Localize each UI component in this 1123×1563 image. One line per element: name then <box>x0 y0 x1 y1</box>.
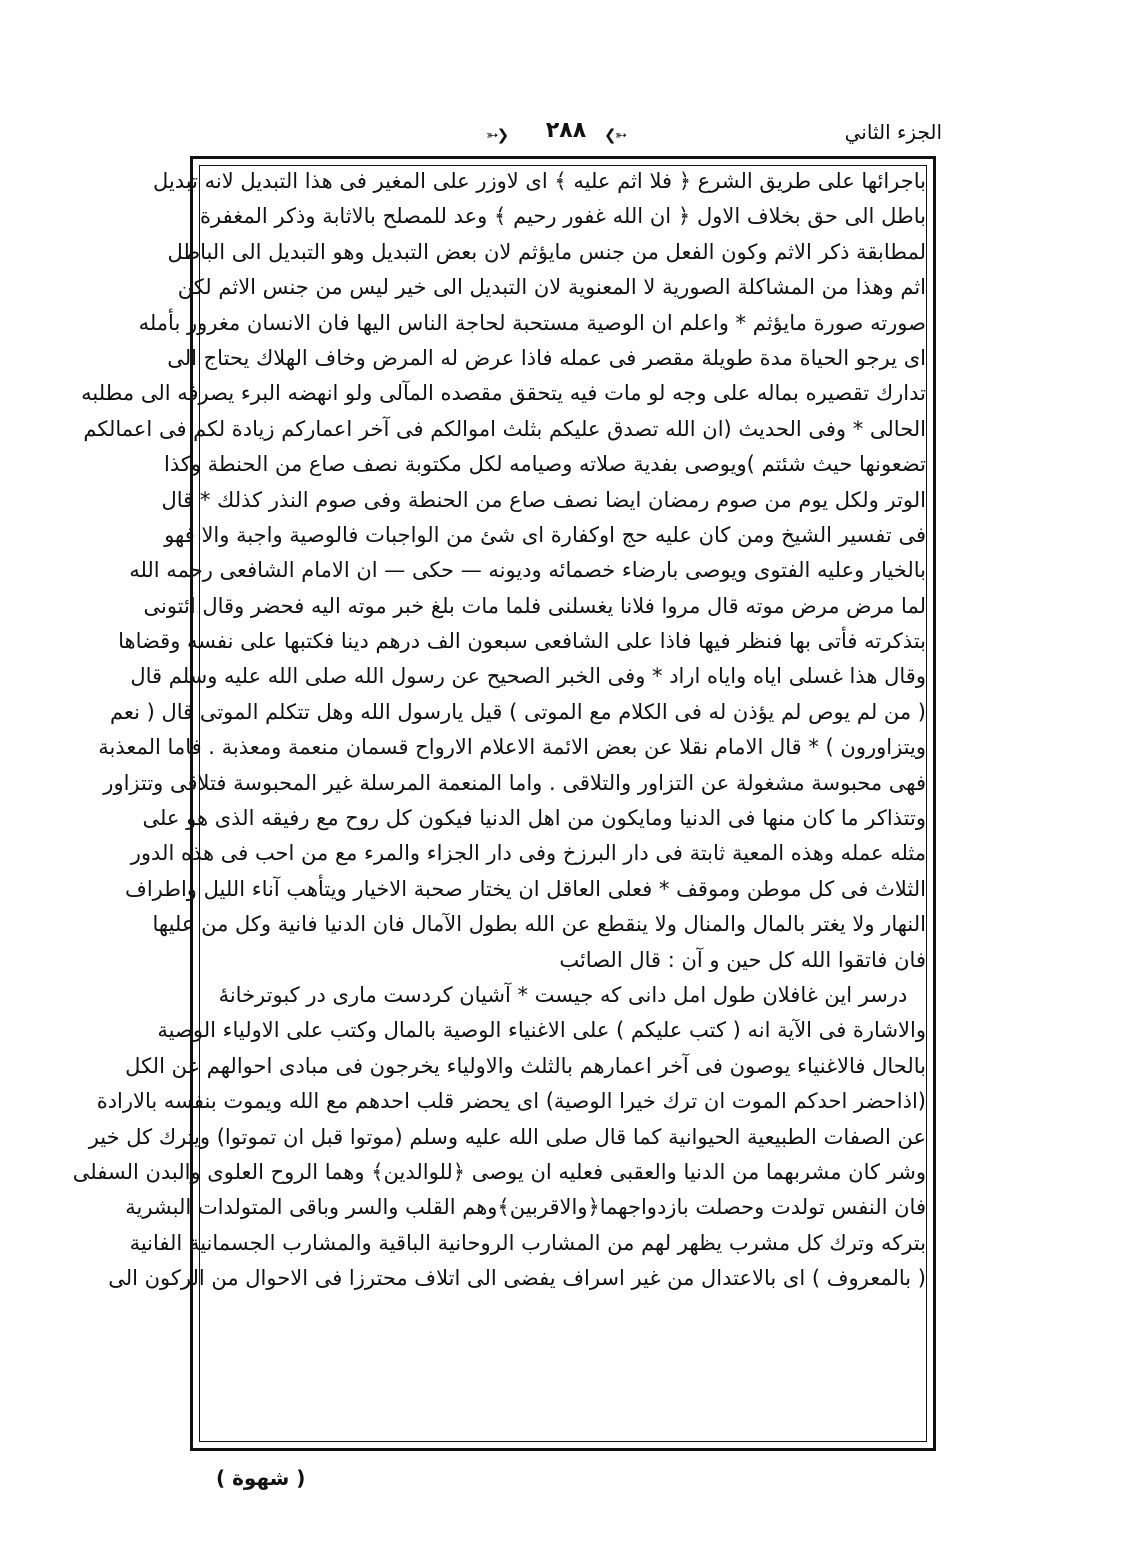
text-line: بتركه وترك كل مشرب يظهر لهم من المشارب الروحانية الباقية والمشارب الجسمانية الفانية <box>129 1230 926 1255</box>
catchword: ( شهوة ) <box>216 1466 306 1490</box>
text-line: وقال هذا غسلى اياه واياه اراد * وفى الخبر الصحيح عن رسول الله صلى الله عليه وسلم قال <box>130 664 926 689</box>
text-line: صورته صورة مايؤثم * واعلم ان الوصية مستحبة لحاجة الناس اليها فان الانسان مغرور بأمله <box>138 310 926 335</box>
text-line: فهى محبوسة مشغولة عن التزاور والتلاقى . واما المنعمة المرسلة غير المحبوسة فتلاقى وتتزاور <box>103 770 926 795</box>
text-line: ويتزاورون ) * قال الامام نقلا عن بعض الائمة الاعلام الارواح قسمان منعمة ومعذبة . فاما المعذبة <box>98 735 926 760</box>
text-line: (اذاحضر احدكم الموت ان ترك خيرا الوصية) اى يحضر قلب احدهم مع الله ويموت بنفسه بالارادة <box>96 1089 926 1114</box>
text-line: فان فاتقوا الله كل حين و آن : قال الصائب <box>559 947 926 972</box>
text-line: بالخيار وعليه الفتوى ويوصى بارضاء خصمائه وديونه — حكى — ان الامام الشافعى رحمه الله <box>129 558 926 583</box>
text-line: النهار ولا يغتر بالمال والمنال ولا ينقطع عن الله بطول الآمال فان الدنيا فانية وكل من عليها <box>152 912 926 937</box>
text-line: بالحال فالاغنياء يوصون فى آخر اعمارهم بالثلث والاولياء يخرجون فى مبادى احوالهم عن الكل <box>125 1053 926 1078</box>
text-line: ( بالمعروف ) اى بالاعتدال من غير اسراف يفضى الى اتلاف محترزا فى الاحوال من الركون الى <box>108 1266 926 1291</box>
text-line: اثم وهذا من المشاكلة الصورية لا المعنوية لان التبديل الى خير ليس من جنس الاثم لكن <box>177 275 926 300</box>
text-line: الحالى * وفى الحديث (ان الله تصدق عليكم بثلث اموالكم فى آخر اعماركم زيادة لكم فى اعمالكم <box>83 416 926 441</box>
body-text <box>72 164 926 1297</box>
part-label: الجزء الثاني <box>844 120 942 144</box>
ornament-right: ❮➳ <box>604 126 626 144</box>
text-line: ( من لم يوص لم يؤذن له فى الكلام مع الموتى ) قيل يارسول الله وهل تتكلم الموتى قال ( نعم <box>109 699 926 724</box>
text-line: بتذكرته فأتى بها فنظر فيها فاذا على الشافعى سبعون الف درهم دينا فكتبها على نفسه وقضاها <box>118 629 926 654</box>
text-line: فى تفسير الشيخ ومن كان عليه حج اوكفارة اى شئ من الواجبات فالوصية واجبة والا فهو <box>164 522 926 547</box>
text-line: اى يرجو الحياة مدة طويلة مقصر فى عمله فاذا عرض له المرض وخاف الهلاك يحتاج الى <box>167 345 926 370</box>
ornament-left: ➳❯ <box>486 126 508 144</box>
text-line: وتتذاكر ما كان منها فى الدنيا ومايكون من اهل الدنيا فيكون كل روح مع رفيقه الذى هو على <box>142 806 926 831</box>
text-line: وشر كان مشربهما من الدنيا والعقبى فعليه ان يوصى ﴿للوالدين﴾ وهما الروح العلوى والبدن السفلى <box>72 1159 926 1184</box>
text-line: باجرائها على طريق الشرع ﴿ فلا اثم عليه ﴾ اى لاوزر على المغير فى هذا التبديل لانه تبديل <box>153 169 926 193</box>
page-number: ٢٨٨ <box>545 118 587 143</box>
text-line: مثله عمله وهذه المعية ثابتة فى دار البرزخ وفى دار الجزاء والمرء مع من احب فى هذه الدور <box>130 841 926 866</box>
page-header <box>186 118 942 154</box>
text-line: عن الصفات الطبيعية الحيوانية كما قال صلى الله عليه وسلم (موتوا قبل ان تموتوا) ويترك كل خير <box>88 1124 926 1149</box>
text-line: لما مرض مرض موته قال مروا فلانا يغسلنى فلما مات بلغ خبر موته اليه فحضر وقال ائتونى <box>143 593 926 618</box>
text-line: باطل الى حق بخلاف الاول ﴿ ان الله غفور رحيم ﴾ وعد للمصلح بالاثابة وذكر المغفرة <box>200 204 926 229</box>
text-line: تدارك تقصيره بماله على وجه لو مات فيه يتحقق مقصده المآلى ولو انهضه البرء يصرفه الى مطلبه <box>81 381 926 406</box>
text-line: لمطابقة ذكر الاثم وكون الفعل من جنس مايؤثم لان بعض التبديل وهو التبديل الى الباطل <box>167 239 926 264</box>
text-line: تضعونها حيث شئتم )ويوصى بفدية صلاته وصيامه لكل مكتوبة نصف صاع من الحنطة وكذا <box>164 452 926 477</box>
text-line: فان النفس تولدت وحصلت بازدواجهما﴿والاقربين﴾وهم القلب والسر وباقى المتولدات البشرية <box>125 1195 926 1220</box>
text-line: والاشارة فى الآية انه ( كتب عليكم ) على الاغنياء الوصية بالمال وكتب على الاولياء الوصية <box>157 1018 926 1043</box>
persian-verse-line: درسر اين غافلان طول امل دانى كه جيست * آشيان كردست مارى در كبوترخانهٔ <box>218 982 908 1007</box>
text-line: الثلاث فى كل موطن وموقف * فعلى العاقل ان يختار صحبة الاخيار ويتأهب آناء الليل واطراف <box>125 876 926 901</box>
text-line: الوتر ولكل يوم من صوم رمضان ايضا نصف صاع من الحنطة وفى صوم النذر كذلك * قال <box>161 487 926 512</box>
